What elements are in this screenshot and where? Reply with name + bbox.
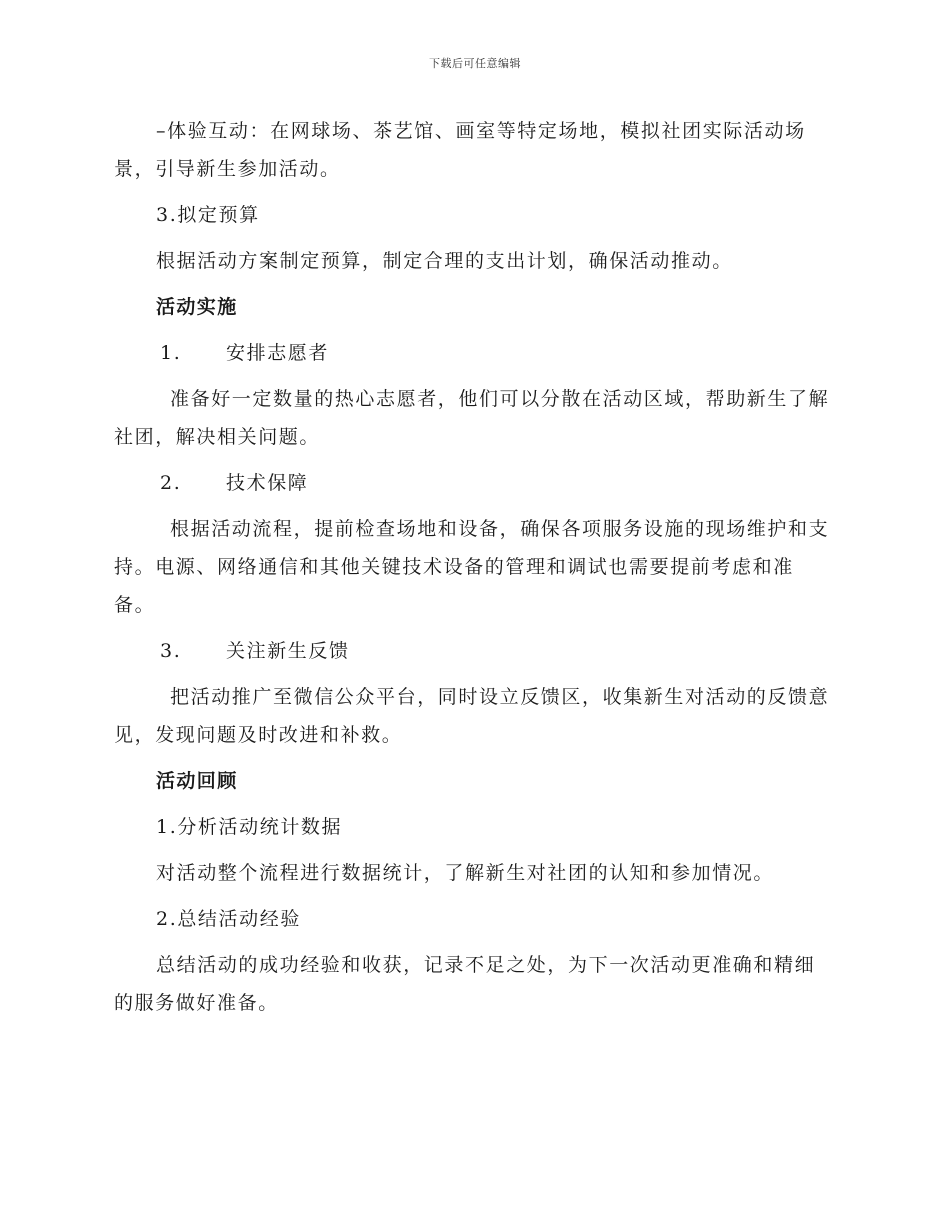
document-body <box>114 112 830 1022</box>
heading-activity-review: 活动回顾 <box>156 770 238 792</box>
paragraph-experience-interaction: –体验互动：在网球场、茶艺馆、画室等特定场地，模拟社团实际活动场景，引导新生参加活动。 <box>114 120 806 180</box>
section-experience-title: 2.总结活动经验 <box>156 908 301 930</box>
paragraph-experience-summary: 总结活动的成功经验和收获，记录不足之处，为下一次活动更准确和精细的服务做好准备。 <box>114 954 816 1014</box>
list-item-volunteers <box>114 334 830 372</box>
page-header: 下载后可任意编辑 <box>429 57 521 70</box>
list-number: 3. <box>160 640 182 662</box>
paragraph-volunteers: 准备好一定数量的热心志愿者，他们可以分散在活动区域，帮助新生了解社团，解决相关问题。 <box>114 388 830 448</box>
list-label: 安排志愿者 <box>226 342 330 364</box>
list-label: 技术保障 <box>226 472 309 494</box>
list-number: 1. <box>160 342 182 364</box>
paragraph-tech-support: 根据活动流程，提前检查场地和设备，确保各项服务设施的现场维护和支持。电源、网络通信和其他关键技术设备的管理和调试也需要提前考虑和准备。 <box>114 518 830 616</box>
list-item-tech-support <box>114 464 830 502</box>
section-statistics-title: 1.分析活动统计数据 <box>156 816 343 838</box>
paragraph-budget: 根据活动方案制定预算，制定合理的支出计划，确保活动推动。 <box>156 250 733 272</box>
list-item-feedback <box>114 632 830 670</box>
heading-activity-implementation: 活动实施 <box>156 296 238 318</box>
paragraph-feedback: 把活动推广至微信公众平台，同时设立反馈区，收集新生对活动的反馈意见，发现问题及时改进和补救。 <box>114 686 830 746</box>
list-label: 关注新生反馈 <box>226 640 350 662</box>
section-budget-title: 3.拟定预算 <box>156 204 260 226</box>
list-number: 2. <box>160 472 182 494</box>
paragraph-statistics: 对活动整个流程进行数据统计，了解新生对社团的认知和参加情况。 <box>156 862 775 884</box>
